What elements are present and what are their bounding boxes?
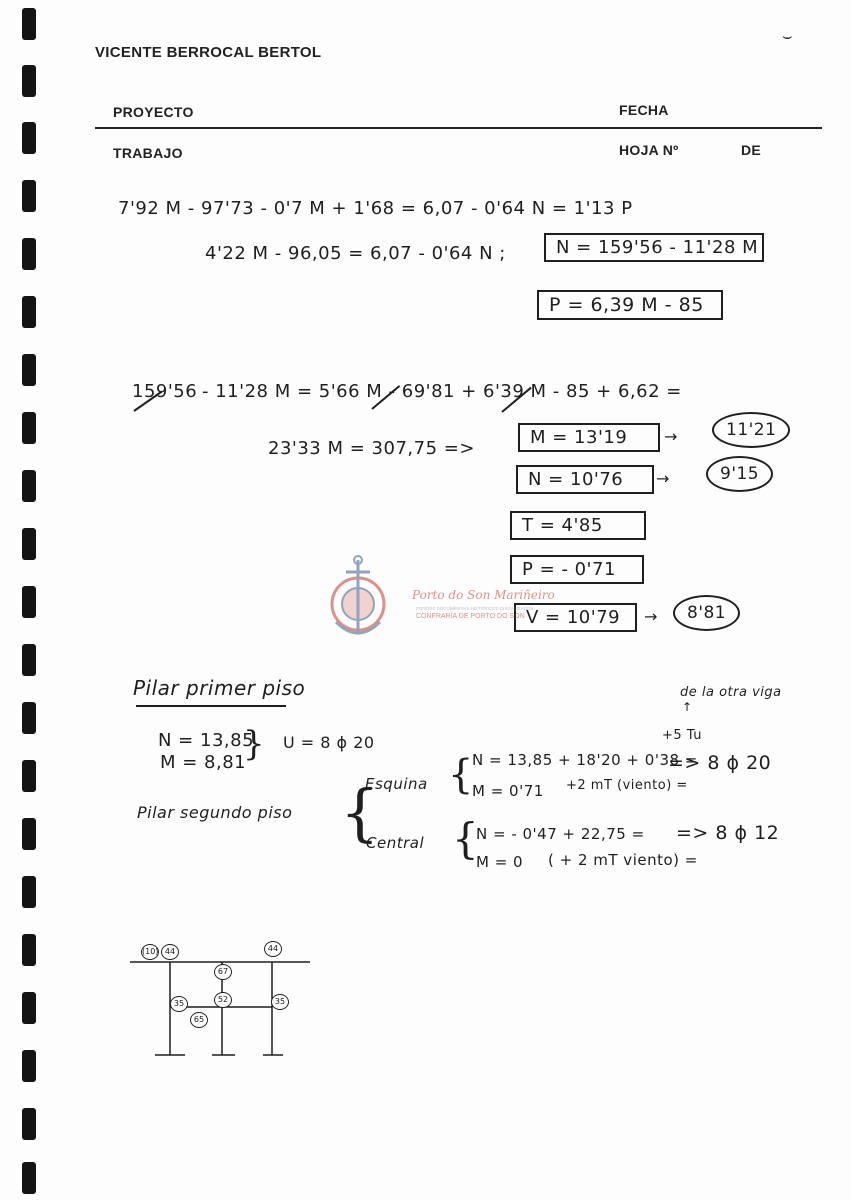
boxed-result-p: P = 6,39 M - 85 (537, 290, 723, 320)
circled-value: 8'81 (673, 595, 740, 631)
punch-hole (22, 818, 36, 850)
note-other-beam: de la otra viga (680, 685, 782, 700)
diagram-node: 44 (161, 944, 179, 960)
punch-hole (22, 992, 36, 1024)
diagram-node: (10) (141, 944, 159, 960)
punch-hole (22, 8, 36, 40)
central-n: N = - 0'47 + 22,75 = (476, 825, 645, 843)
watermark (322, 552, 555, 647)
punch-hole (22, 702, 36, 734)
punch-hole (22, 586, 36, 618)
brace-mark: { (448, 752, 474, 798)
hoja-label: HOJA Nº (619, 142, 679, 158)
diagram-node: 44 (264, 941, 282, 957)
punch-hole (22, 412, 36, 444)
arrow-icon: → (664, 427, 678, 446)
trabajo-label: TRABAJO (113, 145, 183, 161)
punch-hole (22, 65, 36, 97)
pilar-title-1: Pilar primer piso (133, 676, 306, 700)
esquina-result: => 8 ϕ 20 (668, 752, 772, 774)
punch-hole (22, 1050, 36, 1082)
punch-hole (22, 1162, 36, 1194)
de-label: DE (741, 142, 762, 158)
result-box-t: T = 4'85 (510, 511, 646, 540)
watermark-subtitle: FONDOS DOCUMENTAIS HISTÓRICOS DIXITALIZADOS (416, 606, 534, 611)
equation-line-2: 4'22 M - 96,05 = 6,07 - 0'64 N ; (205, 243, 506, 264)
punch-hole (22, 122, 36, 154)
pilar-u1: U = 8 ϕ 20 (283, 733, 375, 752)
equation-line-4: 23'33 M = 307,75 => (268, 438, 475, 459)
brace-mark: { (452, 814, 479, 863)
equation-line-3b: - 11'28 M = 5'66 M - 69'81 + 6'39 M - 85 + 6,62 = (202, 381, 682, 402)
brace-mark: } (243, 724, 265, 764)
diagram-node: 65 (190, 1012, 208, 1028)
result-box-v: V = 10'79 (514, 603, 637, 632)
equation-line-3a: 159'56 (132, 381, 198, 402)
pilar-n1: N = 13,85 (158, 730, 255, 751)
circled-value: 9'15 (706, 456, 773, 492)
diagram-node: 52 (214, 992, 232, 1008)
punch-hole (22, 238, 36, 270)
watermark-org: CONFRARÍA DE PORTO DO SON (416, 613, 525, 620)
anchor-seal-icon (322, 552, 402, 647)
central-extra: ( + 2 mT viento) = (548, 851, 698, 869)
central-m: M = 0 (476, 853, 524, 871)
diagram-node: 35 (271, 994, 289, 1010)
central-result: => 8 ϕ 12 (676, 822, 780, 844)
punch-hole (22, 180, 36, 212)
punch-hole (22, 470, 36, 502)
corner-mark: ⌣ (782, 26, 794, 45)
punch-hole (22, 1108, 36, 1140)
author-name: VICENTE BERROCAL BERTOL (95, 44, 322, 61)
arrow-icon: → (656, 469, 670, 488)
punch-hole (22, 876, 36, 908)
diagram-node: 67 (214, 964, 232, 980)
pilar-title-2: Pilar segundo piso (137, 803, 293, 822)
pilar-m1: M = 8,81 (160, 752, 247, 773)
result-box-p: P = - 0'71 (510, 555, 644, 584)
fecha-label: FECHA (619, 102, 669, 118)
header-rule (95, 127, 822, 129)
equation-line-1: 7'92 M - 97'73 - 0'7 M + 1'68 = 6,07 - 0'64 N = 1'13 P (118, 198, 633, 219)
esquina-n: N = 13,85 + 18'20 + 0'38 = (472, 751, 698, 769)
note-5tu: +5 Tu (662, 728, 703, 743)
frame-diagram (125, 935, 325, 1065)
watermark-brand: Porto do Son Mariñeiro (412, 588, 555, 602)
punch-hole (22, 934, 36, 966)
punch-hole (22, 760, 36, 792)
result-box-m: M = 13'19 (518, 423, 660, 452)
punch-hole (22, 644, 36, 676)
result-box-n: N = 10'76 (516, 465, 654, 494)
circled-value: 11'21 (712, 412, 790, 448)
central-label: Central (366, 834, 425, 852)
up-arrow-icon: ↑ (682, 700, 693, 714)
diagram-node: 35 (170, 996, 188, 1012)
esquina-extra: +2 mT (viento) = (566, 778, 688, 793)
title-underline (136, 705, 286, 707)
proyecto-label: PROYECTO (113, 104, 194, 120)
esquina-m: M = 0'71 (472, 782, 544, 800)
boxed-result-n: N = 159'56 - 11'28 M (544, 233, 764, 262)
esquina-label: Esquina (365, 775, 428, 793)
punch-hole (22, 296, 36, 328)
punch-hole (22, 528, 36, 560)
brace-mark: { (340, 776, 380, 849)
arrow-icon: → (644, 607, 658, 626)
punch-hole (22, 354, 36, 386)
